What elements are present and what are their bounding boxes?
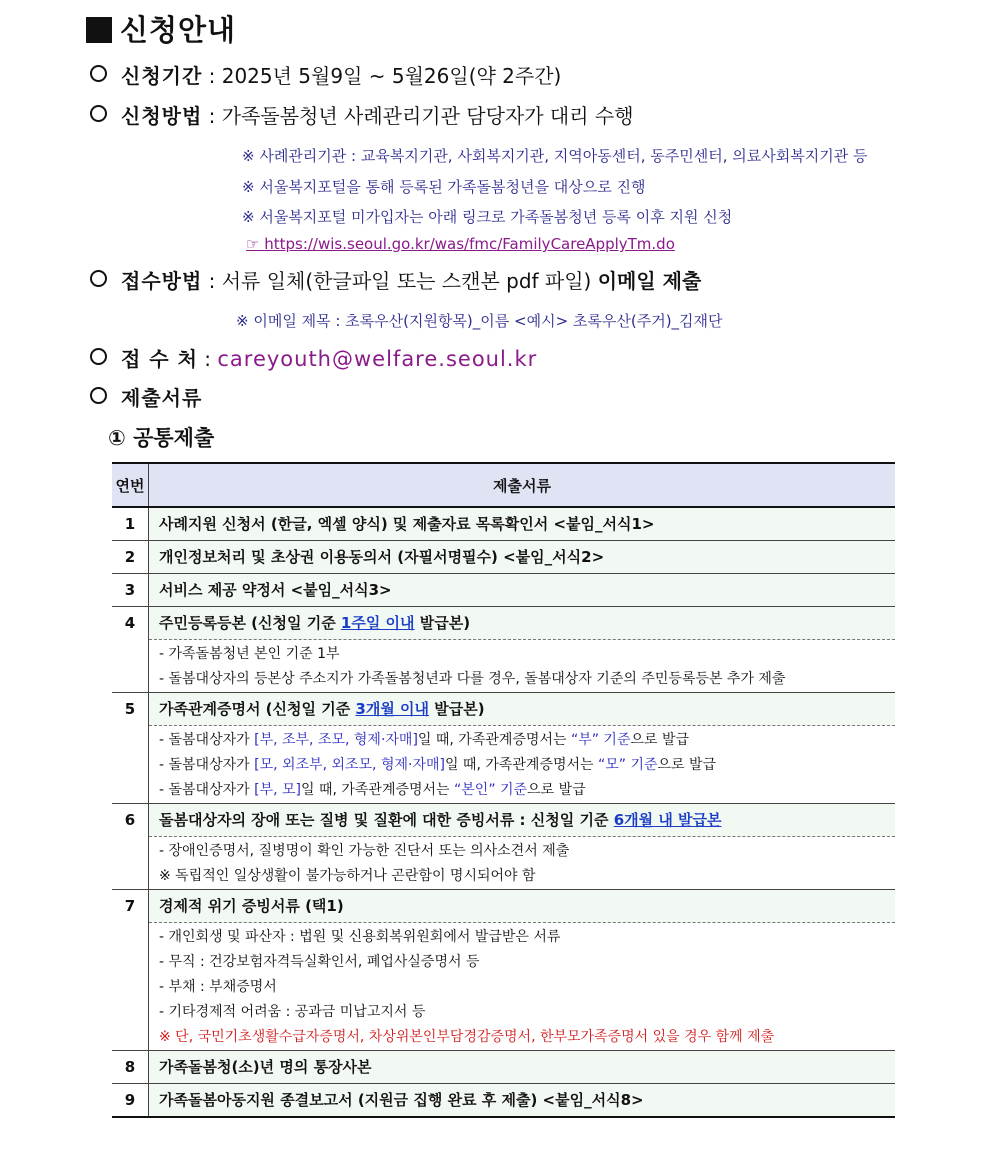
table-row: 3 서비스 제공 약정서 <붙임_서식3> — [112, 574, 895, 607]
table-row: 9 가족돌봄아동지원 종결보고서 (지원금 집행 완료 후 제출) <붙임_서식8> — [112, 1084, 895, 1118]
apply-link[interactable]: ☞ https://wis.seoul.go.kr/was/fmc/FamilyCareApplyTm.do — [246, 235, 675, 253]
period-row: 신청기간 : 2025년 5월9일 ~ 5월26일(약 2주간) — [90, 60, 561, 89]
method-note: ※ 사례관리기관 : 교육복지기관, 사회복지기관, 지역아동센터, 동주민센터, 의료사회복지기관 등 — [242, 147, 868, 165]
circle-bullet-icon — [90, 348, 107, 365]
table-row: 6 돌봄대상자의 장애 또는 질병 및 질환에 대한 증빙서류 : 신청일 기준 6개월 내 발급본 - 장애인증명서, 질병명이 확인 가능한 진단서 또는 의사소견서 제출 ※ 독립적인 일상생활이 불가능하거나 곤란함이 명시되어야 함 — [112, 804, 895, 890]
contact-row: 접 수 처 : careyouth@welfare.seoul.kr — [90, 343, 537, 372]
contact-email[interactable]: careyouth@welfare.seoul.kr — [217, 347, 538, 371]
square-bullet-icon — [86, 17, 112, 43]
documents-table — [112, 462, 895, 1118]
email-subject-note: ※ 이메일 제목 : 초록우산(지원항목)_이름 <예시> 초록우산(주거)_김재단 — [236, 312, 723, 330]
circle-bullet-icon — [90, 270, 107, 287]
table-row: 8 가족돌봄청(소)년 명의 통장사본 — [112, 1051, 895, 1084]
table-row: 2 개인정보처리 및 초상권 이용동의서 (자필서명필수) <붙임_서식2> — [112, 541, 895, 574]
table-row: 1 사례지원 신청서 (한글, 엑셀 양식) 및 제출자료 목록확인서 <붙임_서식1> — [112, 507, 895, 541]
common-docs-title: ① 공통제출 — [108, 426, 215, 450]
method-note: ※ 서울복지포털을 통해 등록된 가족돌봄청년을 대상으로 진행 — [242, 178, 646, 196]
circle-bullet-icon — [90, 65, 107, 82]
table-row: 5 가족관계증명서 (신청일 기준 3개월 이내 발급본) - 돌봄대상자가 [부, 조부, 조모, 형제·자매]일 때, 가족관계증명서는 “부” 기준으로 발급 - 돌봄대상자가 [모, 외조부, 외조모, 형제·자매]일 때, 가족관계증명서는 “모” 기준으로 발급 - 돌봄대상자가 [부, 모]일 때, 가족관계증명서는 “본인” 기준으로 발급 — [112, 693, 895, 804]
col-number: 연번 — [112, 463, 149, 507]
method-note: ※ 서울복지포털 미가입자는 아래 링크로 가족돌봄청년 등록 이후 지원 신청 — [242, 208, 733, 226]
table-header — [112, 463, 895, 507]
circle-bullet-icon — [90, 105, 107, 122]
table-row: 7 경제적 위기 증빙서류 (택1) - 개인회생 및 파산자 : 법원 및 신용회복위원회에서 발급받은 서류 - 무직 : 건강보험자격득실확인서, 폐업사실증명서 등 - 부채 : 부채증명서 - 기타경제적 어려움 : 공과금 미납고지서 등 ※ 단, 국민기초생활수급자증명서, 차상위본인부담경감증명서, 한부모가족증명서 있을 경우 함께 제출 — [112, 890, 895, 1051]
col-document: 제출서류 — [149, 463, 896, 507]
table-row: 4 주민등록등본 (신청일 기준 1주일 이내 발급본) - 가족돌봄청년 본인 기준 1부 - 돌봄대상자의 등본상 주소지가 가족돌봄청년과 다를 경우, 돌봄대상자 기준의 주민등록등본 추가 제출 — [112, 607, 895, 693]
circle-bullet-icon — [90, 387, 107, 404]
docs-row: 제출서류 — [90, 382, 202, 411]
method-row: 신청방법 : 가족돌봄청년 사례관리기관 담당자가 대리 수행 — [90, 100, 634, 129]
receive-row: 접수방법 : 서류 일체(한글파일 또는 스캔본 pdf 파일) 이메일 제출 — [90, 265, 701, 294]
section-title: 신청안내 — [86, 8, 236, 49]
